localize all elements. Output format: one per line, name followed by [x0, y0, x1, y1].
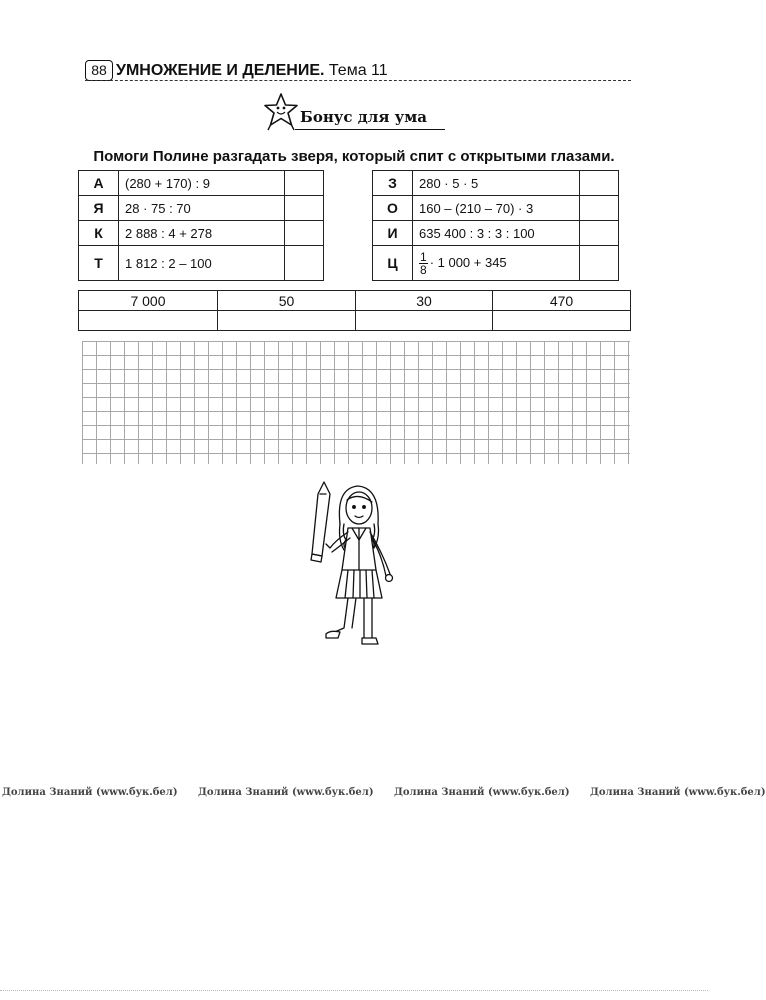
code-letter: З — [373, 171, 413, 196]
answer-cell[interactable] — [580, 246, 619, 281]
answer-cell[interactable] — [285, 221, 324, 246]
code-letter: Ц — [373, 246, 413, 281]
table-row — [79, 196, 324, 221]
page-bottom-edge — [0, 990, 708, 991]
code-expression: (280 + 170) : 9 — [119, 171, 285, 196]
answer-value: 7 000 — [79, 291, 218, 311]
code-letter: Я — [79, 196, 119, 221]
header-divider — [85, 80, 631, 81]
bonus-title: Бонус для ума — [300, 108, 427, 126]
table-row — [373, 221, 619, 246]
answer-table — [78, 290, 631, 331]
code-letter: А — [79, 171, 119, 196]
code-letter: И — [373, 221, 413, 246]
table-row — [373, 171, 619, 196]
right-code-table — [372, 170, 619, 281]
code-expression: 1 812 : 2 – 100 — [119, 246, 285, 281]
answer-value: 50 — [218, 291, 356, 311]
table-row — [79, 171, 324, 196]
table-row — [79, 246, 324, 281]
table-row — [373, 246, 619, 281]
girl-with-pencil-illustration — [300, 478, 410, 648]
code-expression: 28 · 75 : 70 — [119, 196, 285, 221]
code-letter: К — [79, 221, 119, 246]
answer-cell[interactable] — [580, 221, 619, 246]
left-code-table — [78, 170, 324, 281]
answer-cell[interactable] — [285, 196, 324, 221]
code-expression: 2 888 : 4 + 278 — [119, 221, 285, 246]
code-expression — [413, 246, 580, 281]
watermark-text: Долина Знаний (www.бук.бел) — [394, 787, 570, 798]
answer-cell[interactable] — [580, 171, 619, 196]
chapter-title: УМНОЖЕНИЕ И ДЕЛЕНИЕ. — [116, 62, 325, 79]
answer-cell[interactable] — [285, 171, 324, 196]
table-row — [79, 221, 324, 246]
bonus-underline — [295, 129, 445, 130]
answer-cell[interactable] — [580, 196, 619, 221]
watermark-text: Долина Знаний (www.бук.бел) — [2, 787, 178, 798]
watermark-text: Долина Знаний (www.бук.бел) — [198, 787, 374, 798]
code-expression: 160 – (210 – 70) · 3 — [413, 196, 580, 221]
page-number: 88 — [85, 60, 113, 81]
answer-value: 30 — [356, 291, 493, 311]
code-expression: 635 400 : 3 : 3 : 100 — [413, 221, 580, 246]
letter-answer-cell[interactable] — [218, 311, 356, 331]
star-mascot-icon — [262, 92, 300, 132]
code-expression: 280 · 5 · 5 — [413, 171, 580, 196]
task-instruction: Помоги Полине разгадать зверя, который спит с открытыми глазами. — [93, 148, 615, 165]
watermark-text: Долина Знаний (www.бук.бел) — [590, 787, 766, 798]
page-title — [116, 60, 388, 82]
fraction — [419, 251, 428, 276]
expression-rest: · 1 000 + 345 — [429, 254, 507, 270]
answer-value: 470 — [493, 291, 631, 311]
code-letter: О — [373, 196, 413, 221]
code-letter: Т — [79, 246, 119, 281]
letter-answer-cell[interactable] — [493, 311, 631, 331]
fraction-denominator: 8 — [420, 262, 427, 277]
letter-answer-cell[interactable] — [356, 311, 493, 331]
letter-answer-cell[interactable] — [79, 311, 218, 331]
grid-workspace[interactable] — [82, 341, 630, 464]
table-row — [373, 196, 619, 221]
table-row — [79, 291, 631, 311]
table-row — [79, 311, 631, 331]
answer-cell[interactable] — [285, 246, 324, 281]
topic-label: Тема 11 — [328, 62, 388, 79]
fraction-numerator: 1 — [420, 249, 427, 264]
